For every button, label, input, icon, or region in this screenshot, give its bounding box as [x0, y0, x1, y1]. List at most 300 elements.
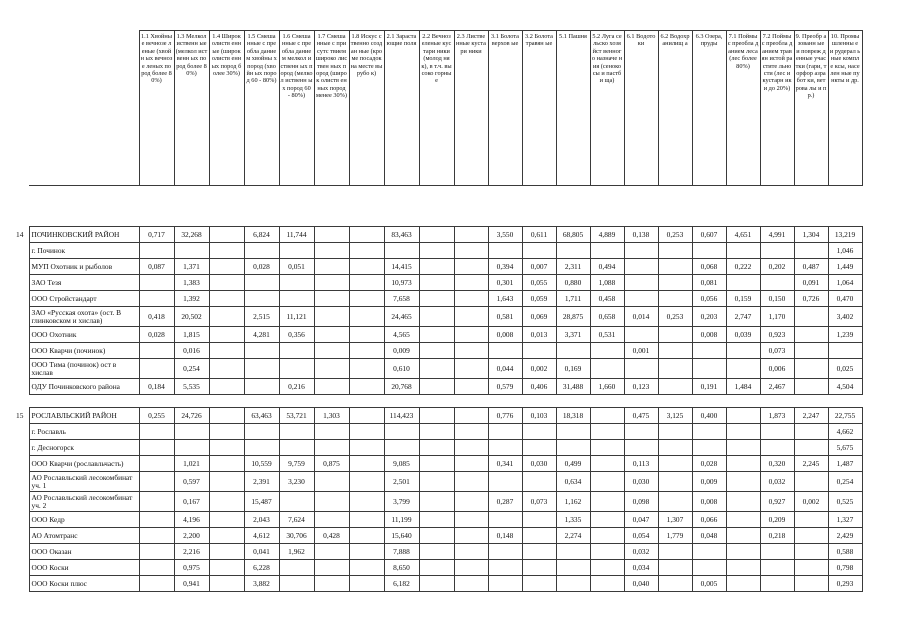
value-cell: 0,634: [556, 472, 590, 492]
value-cell: [590, 544, 624, 560]
value-cell: [209, 440, 244, 456]
column-header: 1.5 Смеша нные с преобла данием хвойны х пород (хвойн ых пород 60 - 80%): [244, 31, 279, 186]
value-cell: [314, 472, 349, 492]
value-cell: [624, 291, 658, 307]
value-cell: 3,799: [384, 492, 419, 512]
value-cell: [314, 440, 349, 456]
value-cell: [454, 528, 488, 544]
value-cell: [314, 259, 349, 275]
value-cell: [454, 456, 488, 472]
value-cell: 0,073: [522, 492, 556, 512]
value-cell: [244, 343, 279, 359]
value-cell: [658, 544, 692, 560]
value-cell: [624, 275, 658, 291]
value-cell: [522, 243, 556, 259]
value-cell: 0,039: [726, 327, 760, 343]
value-cell: [488, 544, 522, 560]
value-cell: [454, 291, 488, 307]
table-row: [16, 259, 862, 275]
value-cell: 1,303: [314, 408, 349, 424]
value-cell: [419, 528, 454, 544]
value-cell: [658, 560, 692, 576]
value-cell: 4,651: [726, 227, 760, 243]
value-cell: [314, 424, 349, 440]
table-row: [16, 275, 862, 291]
value-cell: [692, 359, 726, 379]
value-cell: [419, 492, 454, 512]
row-name: ООО Кедр: [29, 512, 139, 528]
value-cell: [590, 472, 624, 492]
value-cell: [419, 243, 454, 259]
value-cell: [139, 291, 174, 307]
value-cell: [419, 291, 454, 307]
value-cell: 3,125: [658, 408, 692, 424]
value-cell: [314, 560, 349, 576]
value-cell: 0,531: [590, 327, 624, 343]
value-cell: [279, 576, 314, 592]
value-cell: 3,371: [556, 327, 590, 343]
value-cell: 0,066: [692, 512, 726, 528]
value-cell: [658, 456, 692, 472]
value-cell: 0,056: [692, 291, 726, 307]
value-cell: [556, 424, 590, 440]
value-cell: [624, 327, 658, 343]
value-cell: [624, 440, 658, 456]
value-cell: [349, 560, 384, 576]
value-cell: [488, 512, 522, 528]
value-cell: [419, 327, 454, 343]
value-cell: 2,311: [556, 259, 590, 275]
value-cell: 0,068: [692, 259, 726, 275]
value-cell: 20,502: [174, 307, 209, 327]
value-cell: 1,162: [556, 492, 590, 512]
corner-blank-name: [29, 31, 139, 186]
table-row: [16, 227, 862, 243]
header-row: [16, 31, 862, 186]
value-cell: [726, 528, 760, 544]
column-header: 1.8 Искус ственно создан ные (кроме посадок на месте вырубо к): [349, 31, 384, 186]
value-cell: [556, 343, 590, 359]
value-cell: [209, 359, 244, 379]
value-cell: 0,494: [590, 259, 624, 275]
value-cell: [454, 512, 488, 528]
value-cell: 11,121: [279, 307, 314, 327]
value-cell: [349, 472, 384, 492]
value-cell: [658, 359, 692, 379]
value-cell: 0,013: [522, 327, 556, 343]
value-cell: [384, 424, 419, 440]
value-cell: 0,209: [760, 512, 794, 528]
value-cell: [454, 307, 488, 327]
table-row: [16, 408, 862, 424]
value-cell: [209, 560, 244, 576]
value-cell: 7,658: [384, 291, 419, 307]
value-cell: 0,320: [760, 456, 794, 472]
value-cell: [590, 343, 624, 359]
row-name: ООО Коски плюс: [29, 576, 139, 592]
spacer-row: [16, 186, 862, 227]
value-cell: [349, 544, 384, 560]
value-cell: [244, 275, 279, 291]
value-cell: [139, 492, 174, 512]
row-name: ООО Кварчи (починок): [29, 343, 139, 359]
value-cell: [349, 343, 384, 359]
value-cell: 0,028: [244, 259, 279, 275]
value-cell: [488, 424, 522, 440]
value-cell: [794, 307, 828, 327]
value-cell: 0,009: [384, 343, 419, 359]
value-cell: [209, 544, 244, 560]
value-cell: [794, 359, 828, 379]
value-cell: [419, 544, 454, 560]
value-cell: [794, 544, 828, 560]
value-cell: 0,588: [828, 544, 862, 560]
value-cell: 30,706: [279, 528, 314, 544]
table-row: [16, 307, 862, 327]
value-cell: [794, 343, 828, 359]
value-cell: [760, 560, 794, 576]
value-cell: [522, 472, 556, 492]
value-cell: [139, 544, 174, 560]
value-cell: [349, 528, 384, 544]
value-cell: [726, 243, 760, 259]
value-cell: [349, 227, 384, 243]
value-cell: 2,274: [556, 528, 590, 544]
value-cell: [349, 243, 384, 259]
value-cell: [314, 227, 349, 243]
value-cell: 0,975: [174, 560, 209, 576]
value-cell: 0,040: [624, 576, 658, 592]
value-cell: 1,487: [828, 456, 862, 472]
section-number: 14: [16, 229, 24, 239]
value-cell: [349, 440, 384, 456]
value-cell: [658, 576, 692, 592]
value-cell: [794, 528, 828, 544]
value-cell: [209, 343, 244, 359]
value-cell: 3,882: [244, 576, 279, 592]
value-cell: 0,001: [624, 343, 658, 359]
row-name: РОСЛАВЛЬСКИЙ РАЙОН: [29, 408, 139, 424]
value-cell: [624, 259, 658, 275]
value-cell: [209, 243, 244, 259]
value-cell: [624, 359, 658, 379]
value-cell: 2,043: [244, 512, 279, 528]
value-cell: [658, 259, 692, 275]
value-cell: [488, 243, 522, 259]
value-cell: [726, 472, 760, 492]
value-cell: 1,815: [174, 327, 209, 343]
value-cell: [454, 408, 488, 424]
value-cell: [828, 343, 862, 359]
column-header: 6.3 Озера, пруды: [692, 31, 726, 186]
value-cell: [139, 456, 174, 472]
value-cell: [244, 424, 279, 440]
corner-blank: [16, 31, 29, 186]
value-cell: 4,991: [760, 227, 794, 243]
value-cell: 0,470: [828, 291, 862, 307]
column-header: 10. Промы шленны е и рудерал ьные комплe ксы, населен ные пункты и др.: [828, 31, 862, 186]
value-cell: 9,759: [279, 456, 314, 472]
value-cell: 0,008: [692, 492, 726, 512]
spacer-row: [16, 395, 862, 408]
value-cell: 10,973: [384, 275, 419, 291]
table-row: [16, 472, 862, 492]
value-cell: [522, 440, 556, 456]
value-cell: [139, 343, 174, 359]
value-cell: [279, 424, 314, 440]
value-cell: 0,148: [488, 528, 522, 544]
value-cell: [349, 259, 384, 275]
value-cell: 0,032: [760, 472, 794, 492]
value-cell: 0,006: [760, 359, 794, 379]
value-cell: [419, 576, 454, 592]
value-cell: [209, 424, 244, 440]
value-cell: [760, 544, 794, 560]
value-cell: 1,335: [556, 512, 590, 528]
table-row: [16, 560, 862, 576]
value-cell: 0,169: [556, 359, 590, 379]
value-cell: [760, 576, 794, 592]
value-cell: [488, 440, 522, 456]
value-cell: [314, 492, 349, 512]
value-cell: [244, 243, 279, 259]
value-cell: 1,088: [590, 275, 624, 291]
value-cell: [384, 440, 419, 456]
value-cell: [279, 560, 314, 576]
value-cell: 7,888: [384, 544, 419, 560]
value-cell: [279, 440, 314, 456]
value-cell: [279, 243, 314, 259]
value-cell: 0,927: [760, 492, 794, 512]
value-cell: [692, 424, 726, 440]
value-cell: [692, 440, 726, 456]
value-cell: 0,184: [139, 379, 174, 395]
value-cell: [209, 307, 244, 327]
value-cell: 4,889: [590, 227, 624, 243]
value-cell: [139, 440, 174, 456]
value-cell: [590, 408, 624, 424]
value-cell: [760, 424, 794, 440]
column-header: 3.2 Болота травян ые: [522, 31, 556, 186]
value-cell: 0,726: [794, 291, 828, 307]
value-cell: [726, 359, 760, 379]
value-cell: 3,550: [488, 227, 522, 243]
value-cell: [209, 576, 244, 592]
value-cell: [139, 560, 174, 576]
value-cell: [419, 408, 454, 424]
value-cell: 2,747: [726, 307, 760, 327]
value-cell: [760, 243, 794, 259]
value-cell: 0,047: [624, 512, 658, 528]
value-cell: [454, 359, 488, 379]
value-cell: [174, 424, 209, 440]
value-cell: [419, 359, 454, 379]
value-cell: 0,041: [244, 544, 279, 560]
value-cell: 68,805: [556, 227, 590, 243]
value-cell: 0,002: [522, 359, 556, 379]
value-cell: 4,504: [828, 379, 862, 395]
value-cell: 0,203: [692, 307, 726, 327]
value-cell: 0,253: [658, 307, 692, 327]
value-cell: 0,579: [488, 379, 522, 395]
value-cell: [522, 528, 556, 544]
value-cell: 0,032: [624, 544, 658, 560]
value-cell: 1,021: [174, 456, 209, 472]
value-cell: [349, 327, 384, 343]
column-header: 2.2 Вечноз еленые кустари ники (молод няк), в т.ч. высоко горные: [419, 31, 454, 186]
value-cell: [139, 243, 174, 259]
value-cell: [419, 227, 454, 243]
column-header: 3.1 Болота верхов ые: [488, 31, 522, 186]
value-cell: 11,199: [384, 512, 419, 528]
value-cell: [726, 492, 760, 512]
value-cell: [488, 576, 522, 592]
value-cell: 0,222: [726, 259, 760, 275]
value-cell: [279, 343, 314, 359]
value-cell: [556, 243, 590, 259]
value-cell: [314, 359, 349, 379]
value-cell: [794, 243, 828, 259]
value-cell: 3,402: [828, 307, 862, 327]
value-cell: [794, 379, 828, 395]
row-name: ООО Охотник: [29, 327, 139, 343]
value-cell: 0,051: [279, 259, 314, 275]
table-row: [16, 492, 862, 512]
column-header: 6.1 Водото ки: [624, 31, 658, 186]
value-cell: 1,170: [760, 307, 794, 327]
value-cell: 24,465: [384, 307, 419, 327]
row-name: АО Рославльский лесокомбинат уч. 1: [29, 472, 139, 492]
value-cell: 4,281: [244, 327, 279, 343]
value-cell: [692, 560, 726, 576]
value-cell: 0,030: [522, 456, 556, 472]
value-cell: 0,418: [139, 307, 174, 327]
value-cell: 1,383: [174, 275, 209, 291]
value-cell: [384, 243, 419, 259]
value-cell: 1,660: [590, 379, 624, 395]
table-row: [16, 424, 862, 440]
value-cell: 32,268: [174, 227, 209, 243]
table-row: [16, 456, 862, 472]
value-cell: 114,423: [384, 408, 419, 424]
value-cell: [349, 307, 384, 327]
value-cell: [419, 472, 454, 492]
value-cell: 0,253: [658, 227, 692, 243]
value-cell: 1,711: [556, 291, 590, 307]
value-cell: 0,150: [760, 291, 794, 307]
row-name: ЗАО Тезя: [29, 275, 139, 291]
value-cell: 8,650: [384, 560, 419, 576]
value-cell: [314, 327, 349, 343]
value-cell: [349, 492, 384, 512]
value-cell: 0,880: [556, 275, 590, 291]
value-cell: 22,755: [828, 408, 862, 424]
value-cell: 0,610: [384, 359, 419, 379]
column-header: 1.1 Хвойны е вечнозе леные (хвойн ых вечнозе леных пород более 80%): [139, 31, 174, 186]
value-cell: 0,159: [726, 291, 760, 307]
column-header: 1.3 Мелкол иственн ые (мелкол иственн ых пород более 80%): [174, 31, 209, 186]
value-cell: [244, 440, 279, 456]
value-cell: [349, 359, 384, 379]
value-cell: [794, 424, 828, 440]
value-cell: 4,196: [174, 512, 209, 528]
value-cell: 13,219: [828, 227, 862, 243]
value-cell: [658, 327, 692, 343]
column-header: 1.4 Широк олиств енные (широк олиств енных пород более 30%): [209, 31, 244, 186]
value-cell: 0,059: [522, 291, 556, 307]
value-cell: [590, 576, 624, 592]
value-cell: [314, 544, 349, 560]
value-cell: 1,643: [488, 291, 522, 307]
value-cell: 0,081: [692, 275, 726, 291]
value-cell: [209, 259, 244, 275]
value-cell: [174, 440, 209, 456]
value-cell: 4,612: [244, 528, 279, 544]
value-cell: 0,875: [314, 456, 349, 472]
value-cell: [279, 492, 314, 512]
value-cell: [349, 408, 384, 424]
value-cell: [522, 512, 556, 528]
value-cell: 2,501: [384, 472, 419, 492]
value-cell: [209, 227, 244, 243]
value-cell: [590, 243, 624, 259]
value-cell: [488, 560, 522, 576]
value-cell: 14,415: [384, 259, 419, 275]
value-cell: [590, 359, 624, 379]
value-cell: 0,400: [692, 408, 726, 424]
value-cell: 0,098: [624, 492, 658, 512]
value-cell: 1,239: [828, 327, 862, 343]
section-number: 15: [16, 410, 24, 420]
value-cell: 0,218: [760, 528, 794, 544]
row-name: АО Атомтранс: [29, 528, 139, 544]
value-cell: [454, 544, 488, 560]
column-header: 2.3 Листвe нные кустари ники: [454, 31, 488, 186]
value-cell: [349, 512, 384, 528]
value-cell: 1,873: [760, 408, 794, 424]
value-cell: [139, 424, 174, 440]
value-cell: 20,768: [384, 379, 419, 395]
table-row: [16, 576, 862, 592]
value-cell: 0,044: [488, 359, 522, 379]
value-cell: [658, 343, 692, 359]
value-cell: 10,559: [244, 456, 279, 472]
column-header: 1.7 Смеша нные с присутс твием широко листвен ных пород (широк олиств енных пород менее 30%): [314, 31, 349, 186]
value-cell: [209, 512, 244, 528]
value-cell: 0,356: [279, 327, 314, 343]
value-cell: 0,008: [488, 327, 522, 343]
value-cell: [794, 560, 828, 576]
table-body: [16, 186, 862, 592]
row-name: ПОЧИНКОВСКИЙ РАЙОН: [29, 227, 139, 243]
value-cell: 1,327: [828, 512, 862, 528]
value-cell: 2,200: [174, 528, 209, 544]
table-row: [16, 544, 862, 560]
value-cell: 0,341: [488, 456, 522, 472]
value-cell: 0,113: [624, 456, 658, 472]
value-cell: [419, 560, 454, 576]
value-cell: 0,658: [590, 307, 624, 327]
value-cell: 1,962: [279, 544, 314, 560]
table-row: [16, 359, 862, 379]
value-cell: 0,103: [522, 408, 556, 424]
value-cell: 1,392: [174, 291, 209, 307]
value-cell: 0,191: [692, 379, 726, 395]
value-cell: [590, 492, 624, 512]
value-cell: [314, 291, 349, 307]
value-cell: [454, 472, 488, 492]
value-cell: 4,662: [828, 424, 862, 440]
